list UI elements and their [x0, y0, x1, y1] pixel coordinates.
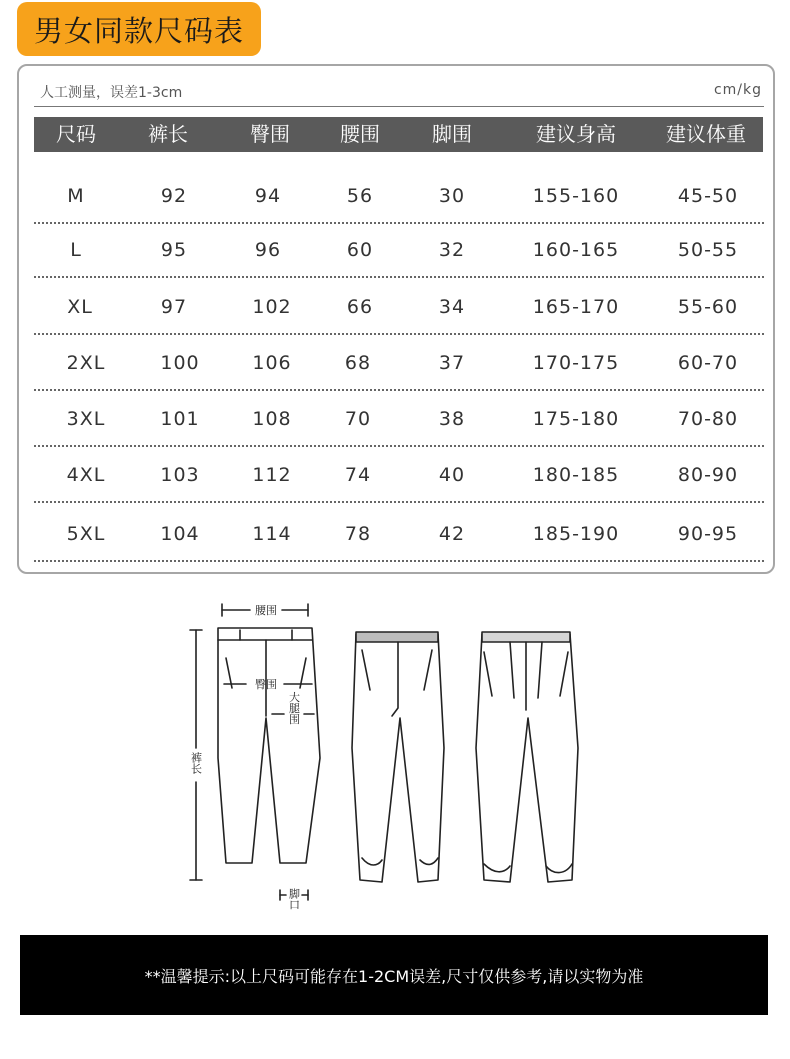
column-header-size: 尺码 — [56, 122, 96, 146]
cell-height: 155-160 — [532, 185, 620, 207]
cell-waist: 78 — [344, 523, 372, 545]
cell-hem: 40 — [438, 464, 466, 486]
cell-height: 180-185 — [532, 464, 620, 486]
cell-hip: 112 — [252, 464, 292, 486]
page-title: 男女同款尺码表 — [17, 2, 261, 56]
cell-height: 160-165 — [532, 239, 620, 261]
cell-size: 5XL — [66, 523, 106, 545]
cell-size: 4XL — [66, 464, 106, 486]
diagram-label-hip: 臀围 — [255, 678, 277, 691]
cell-length: 101 — [160, 408, 200, 430]
cell-size: XL — [67, 296, 93, 318]
column-header-hem: 脚围 — [432, 122, 472, 146]
cell-weight: 55-60 — [677, 296, 739, 318]
cell-length: 97 — [160, 296, 188, 318]
cell-length: 100 — [160, 352, 200, 374]
table-row — [0, 447, 790, 503]
pants-back-view — [476, 634, 578, 882]
measurement-note: 人工测量，误差1-3cm — [40, 85, 183, 101]
table-header — [34, 117, 763, 152]
cell-hem: 37 — [438, 352, 466, 374]
cell-waist: 60 — [346, 239, 374, 261]
cell-hip: 108 — [252, 408, 292, 430]
row-separator — [34, 501, 764, 503]
cell-hip: 114 — [252, 523, 292, 545]
cell-weight: 90-95 — [677, 523, 739, 545]
column-header-hip: 臀围 — [250, 122, 290, 146]
table-row — [0, 335, 790, 391]
cell-size: L — [70, 239, 82, 261]
footer-notice: **温馨提示:以上尺码可能存在1-2CM误差,尺寸仅供参考,请以实物为准 — [20, 935, 768, 1015]
column-header-waist: 腰围 — [340, 122, 380, 146]
cell-hem: 34 — [438, 296, 466, 318]
column-header-height: 建议身高 — [536, 122, 616, 146]
cell-length: 95 — [160, 239, 188, 261]
cell-size: 3XL — [66, 408, 106, 430]
cell-length: 92 — [160, 185, 188, 207]
cell-hip: 106 — [252, 352, 292, 374]
cell-height: 165-170 — [532, 296, 620, 318]
table-row — [0, 506, 790, 562]
divider — [34, 106, 764, 107]
row-separator — [34, 276, 764, 278]
diagram-label-waist: 腰围 — [255, 604, 277, 617]
column-header-weight: 建议体重 — [666, 122, 746, 146]
cell-weight: 70-80 — [677, 408, 739, 430]
cell-waist: 66 — [346, 296, 374, 318]
cell-hem: 32 — [438, 239, 466, 261]
table-row — [0, 222, 790, 278]
cell-length: 103 — [160, 464, 200, 486]
cell-weight: 50-55 — [677, 239, 739, 261]
cell-height: 175-180 — [532, 408, 620, 430]
diagram-label-length: 裤长 — [189, 752, 203, 774]
cell-waist: 56 — [346, 185, 374, 207]
cell-height: 170-175 — [532, 352, 620, 374]
diagram-label-hem: 脚口 — [287, 888, 301, 910]
cell-height: 185-190 — [532, 523, 620, 545]
cell-hip: 96 — [254, 239, 282, 261]
unit-label: cm/kg — [713, 82, 762, 98]
table-row — [0, 279, 790, 335]
cell-waist: 74 — [344, 464, 372, 486]
row-separator — [34, 560, 764, 562]
cell-size: 2XL — [66, 352, 106, 374]
cell-weight: 60-70 — [677, 352, 739, 374]
cell-waist: 68 — [344, 352, 372, 374]
cell-hip: 102 — [252, 296, 292, 318]
cell-weight: 45-50 — [677, 185, 739, 207]
table-row — [0, 391, 790, 447]
table-row — [0, 168, 790, 224]
cell-hem: 38 — [438, 408, 466, 430]
pants-measurement-diagram — [180, 598, 610, 918]
cell-hip: 94 — [254, 185, 282, 207]
cell-hem: 30 — [438, 185, 466, 207]
column-header-length: 裤长 — [148, 122, 188, 146]
cell-waist: 70 — [344, 408, 372, 430]
cell-hem: 42 — [438, 523, 466, 545]
cell-length: 104 — [160, 523, 200, 545]
cell-size: M — [67, 185, 85, 207]
diagram-label-thigh: 大腿围 — [287, 691, 301, 725]
cell-weight: 80-90 — [677, 464, 739, 486]
